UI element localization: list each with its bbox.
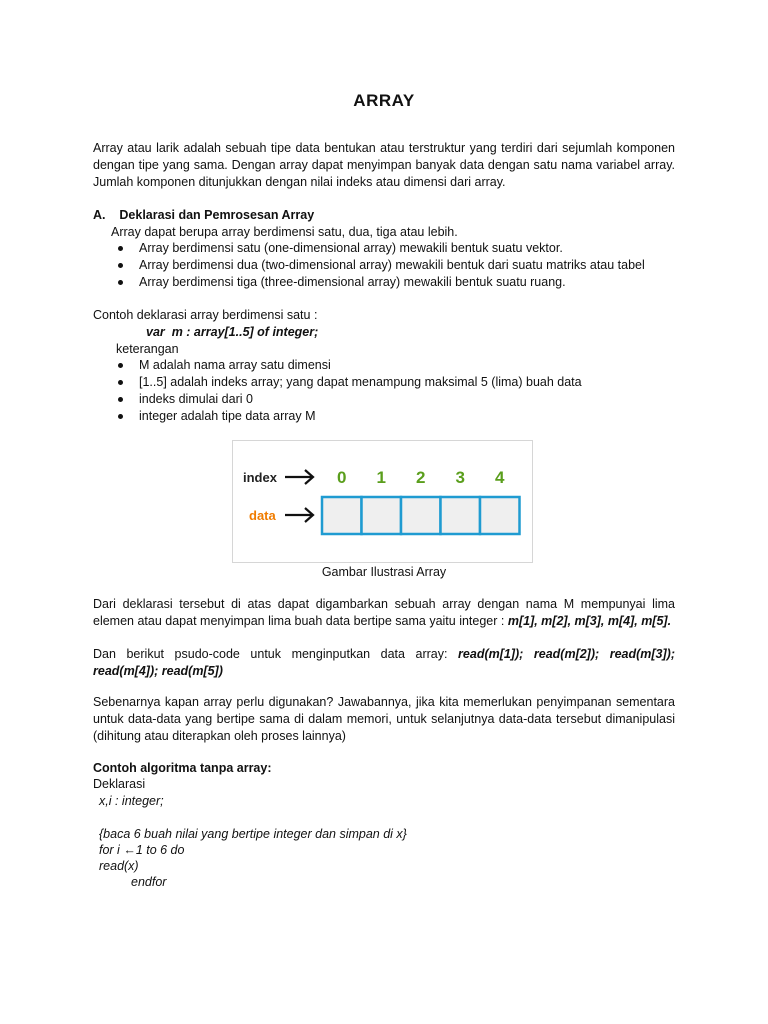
deklarasi-label: Deklarasi <box>93 777 146 791</box>
section-a-heading <box>93 207 314 224</box>
pseudocode-emph: read(m[1]); read(m[2]); read(m[3]); read(m[4]); read(m[5]) <box>93 647 676 678</box>
paragraph-when-to-use: Sebenarnya kapan array perlu digunakan? Jawabannya, jika kita memerlukan penyimpanan sementara untuk data-data yang bertipe sama di dalam memori, untuk selanjutnya data-data tersebut dimanipulasi (dihitung atau diterapkan oleh proses lainnya) <box>93 695 675 743</box>
paragraph-array-description <box>93 596 675 630</box>
index-number: 1 <box>376 468 386 487</box>
array-cell <box>362 497 402 534</box>
section-a-heading-text: A. Deklarasi dan Pemrosesan Array <box>93 208 315 222</box>
index-number: 0 <box>337 468 347 487</box>
list-item: [1..5] adalah indeks array; yang dapat menampung maksimal 5 (lima) buah data <box>116 374 582 391</box>
keterangan-bullet-list <box>116 357 582 425</box>
page-title: ARRAY <box>353 91 415 110</box>
list-item: Array berdimensi dua (two-dimensional array) mewakili bentuk dari suatu matriks atau tabel <box>116 257 645 274</box>
code-vars: x,i : integer; <box>99 794 164 808</box>
paragraph-pseudocode <box>93 646 675 680</box>
section-a-lead: Array dapat berupa array berdimensi satu, dua, tiga atau lebih. <box>111 225 458 239</box>
code-for-suffix: 1 to 6 do <box>135 843 185 857</box>
intro-paragraph: Array atau larik adalah sebuah tipe data bentukan atau terstruktur yang terdiri dari sejumlah komponen dengan tipe yang sama. Dengan array dapat menyimpan banyak data dengan satu nama variabel array. Jumlah komponen ditunjukkan dengan nilai indeks atau dimensi dari array. <box>93 141 675 189</box>
figure-caption: Gambar Ilustrasi Array <box>321 565 447 579</box>
list-item: indeks dimulai dari 0 <box>116 391 582 408</box>
array-cell <box>480 497 520 534</box>
data-arrow-icon <box>285 508 313 522</box>
list-item: Array berdimensi tiga (three-dimensional array) mewakili bentuk suatu ruang. <box>116 274 645 291</box>
code-read: read(x) <box>99 859 139 873</box>
list-item: M adalah nama array satu dimensi <box>116 357 582 374</box>
algo-heading: Contoh algoritma tanpa array: <box>93 761 272 775</box>
index-number: 2 <box>416 468 426 487</box>
section-a-bullet-list <box>116 240 645 291</box>
array-cell <box>322 497 362 534</box>
array-cells <box>322 497 520 534</box>
array-diagram <box>233 441 532 562</box>
array-cell <box>401 497 441 534</box>
array-declaration: var m : array[1..5] of integer; <box>146 325 319 339</box>
array-elements-emph: m[1], m[2], m[3], m[4], m[5]. <box>507 614 672 628</box>
code-for-prefix: for i <box>99 843 124 857</box>
array-illustration <box>232 440 533 563</box>
example-lead: Contoh deklarasi array berdimensi satu : <box>93 308 318 322</box>
code-for-line <box>99 842 184 859</box>
left-arrow-icon: ← <box>123 843 136 857</box>
index-numbers <box>337 468 505 487</box>
index-number: 3 <box>455 468 465 487</box>
array-cell <box>441 497 481 534</box>
index-arrow-icon <box>285 470 313 484</box>
paragraph-text: Dan berikut psudo-code untuk menginputkan data array: <box>93 647 459 661</box>
paragraph-text: Dari deklarasi tersebut di atas dapat digambarkan sebuah array dengan nama M mempunyai lima elemen atau dapat menyimpan lima buah data bertipe sama yaitu integer : <box>93 597 675 628</box>
data-label: data <box>249 508 276 523</box>
keterangan-label: keterangan <box>116 342 179 356</box>
list-item: integer adalah tipe data array M <box>116 408 582 425</box>
index-label: index <box>243 470 277 485</box>
code-endfor: endfor <box>131 875 167 889</box>
list-item: Array berdimensi satu (one-dimensional array) mewakili bentuk suatu vektor. <box>116 240 645 257</box>
index-number: 4 <box>495 468 505 487</box>
code-comment: {baca 6 buah nilai yang bertipe integer dan simpan di x} <box>99 827 407 841</box>
